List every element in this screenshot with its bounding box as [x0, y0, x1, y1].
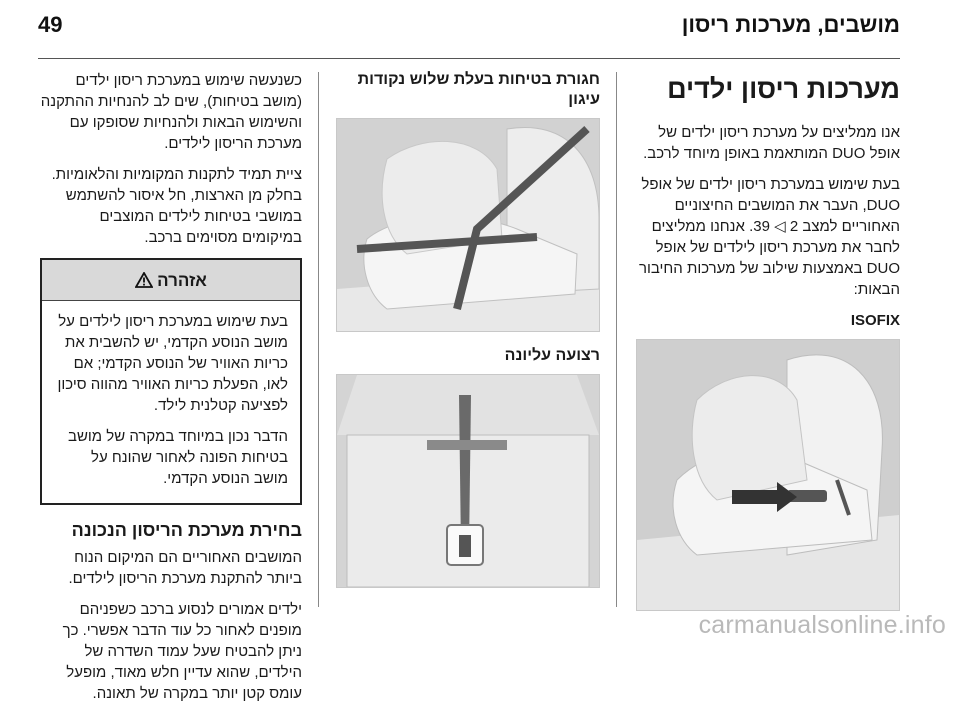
left-column [40, 70, 302, 714]
paragraph: ציית תמיד לתקנות המקומיות והלאומיות. בחלק מן הארצות, חל איסור להשתמש במושבי בטיחות לילדים המוצבים במיקומים מסוימים ברכב. [51, 166, 302, 246]
page-number: 49 [38, 12, 63, 37]
warning-triangle-icon [135, 272, 153, 288]
right-column [630, 70, 900, 611]
top-tether-photo [336, 374, 600, 588]
middle-column [338, 70, 600, 588]
warning-title: אזהרה [157, 270, 207, 290]
paragraph: המושבים האחוריים הם המיקום הנוח ביותר להתקנת מערכת הריסון לילדים. [68, 549, 302, 587]
isofix-label: ISOFIX [850, 312, 900, 329]
column-divider [616, 72, 617, 607]
paragraph: ילדים אמורים לנסוע ברכב כשפניהם מופנים לאחור כל עוד הדבר אפשרי. כך ניתן להבטיח שעל עמוד השדרה של הילדים, שהוא עדיין חלש מאוד, מופעל עומס קטן יותר במקרה של תאונה. [62, 601, 302, 702]
warning-box [40, 258, 302, 505]
subsection-heading: בחירת מערכת הריסון הנכונה [71, 520, 302, 540]
watermark-text: carmanualsonline.info [698, 611, 946, 639]
paragraph: אנו ממליצים על מערכת ריסון ילדים של אופל DUO המותאמת באופן מיוחד לרכב. [643, 124, 900, 162]
paragraph: כשנעשה שימוש במערכת ריסון ילדים (מושב בטיחות), שים לב להנחיות ההתקנה והשימוש הבאות ולהנחיות שסופקו עם מערכת הריסון לילדים. [40, 72, 302, 152]
three-point-belt-photo [336, 118, 600, 332]
paragraph: בעת שימוש במערכת ריסון לילדים על מושב הנוסע הקדמי, יש להשבית את כריות האוויר של הנוסע הקדמי; אם לאו, הפעלת כריות האוויר מהווה סיכון לפציעה קטלנית לילד. [57, 313, 288, 414]
section-heading: מערכות ריסון ילדים [667, 74, 900, 104]
isofix-seat-photo [636, 339, 900, 611]
warning-body [42, 301, 300, 503]
top-tether-illustration [337, 375, 599, 587]
three-point-belt-illustration [337, 119, 599, 331]
header-divider [38, 58, 900, 59]
column-divider [318, 72, 319, 607]
paragraph: הדבר נכון במיוחד במקרה של מושב בטיחות הפונה לאחור שהונח על מושב הנוסע הקדמי. [67, 428, 288, 487]
warning-header [42, 260, 300, 301]
paragraph: בעת שימוש במערכת ריסון ילדים של אופל DUO, העבר את המושבים החיצוניים האחוריים למצב 2 ◁ 39. אנחנו ממליצים לחבר את מערכת ריסון לילדים של אופל DUO באמצעות שילוב של מערכות החיבור הבאות: [638, 176, 900, 298]
page-title: מושבים, מערכות ריסון [681, 12, 900, 37]
photo-caption: רצועה עליונה [504, 347, 600, 364]
photo-caption: חגורת בטיחות בעלת שלוש נקודות עיגון [357, 71, 600, 108]
isofix-seat-illustration [637, 340, 899, 610]
page-header [38, 10, 900, 44]
